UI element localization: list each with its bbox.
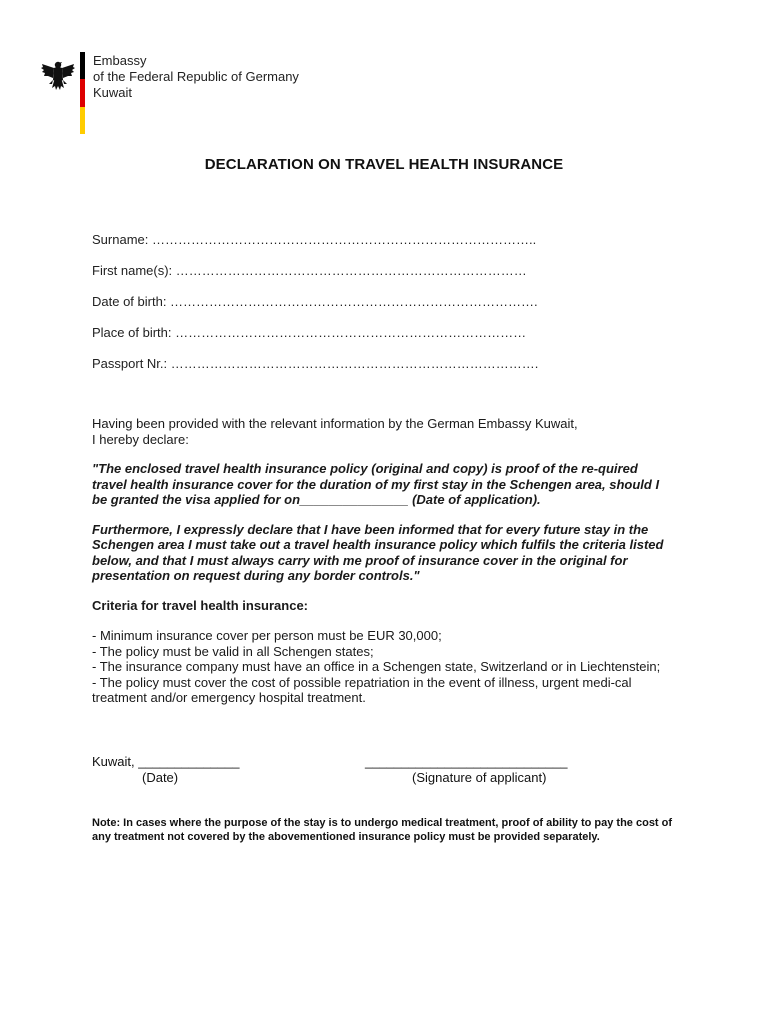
embassy-name	[93, 53, 299, 101]
applicant-fields	[92, 232, 538, 387]
criteria-item: - Minimum insurance cover per person must be EUR 30,000;	[92, 628, 442, 643]
embassy-line: Kuwait	[93, 85, 133, 100]
intro-line: I hereby declare:	[92, 431, 189, 447]
note-paragraph: Note: In cases where the purpose of the stay is to undergo medical treatment, proof of ability to pay the cost of any treatment not covered by the abovementioned insurance policy must be provided separately.	[92, 817, 673, 843]
intro-paragraph	[92, 416, 676, 447]
date-of-birth-field[interactable]: Date of birth: ………………………………………………………………………….	[92, 294, 538, 309]
criteria-heading: Criteria for travel health insurance:	[92, 597, 309, 613]
embassy-line: of the Federal Republic of Germany	[93, 69, 299, 84]
signature-label: (Signature of applicant)	[412, 770, 547, 785]
german-flag-bar	[80, 52, 85, 134]
first-name-field[interactable]: First name(s): ………………………………………………………………………	[92, 263, 527, 278]
embassy-line: Embassy	[93, 53, 147, 68]
signature-field[interactable]: ____________________________	[365, 754, 568, 769]
criteria-item: - The policy must be valid in all Schengen states;	[92, 643, 374, 659]
intro-line: Having been provided with the relevant information by the German Embassy Kuwait,	[92, 416, 578, 431]
flag-red-stripe	[80, 79, 85, 107]
date-label: (Date)	[142, 770, 179, 785]
declaration-body	[92, 416, 676, 706]
criteria-list	[92, 628, 676, 706]
criteria-item: - The policy must cover the cost of possible repatriation in the event of illness, urgent medi-cal treatment and/or emergency hospital treatment.	[92, 674, 632, 705]
flag-black-stripe	[80, 52, 85, 79]
signature-block	[92, 754, 612, 788]
criteria-item: - The insurance company must have an office in a Schengen state, Switzerland or in Liechtenstein;	[92, 659, 661, 674]
flag-gold-stripe	[80, 107, 85, 134]
federal-eagle-icon	[40, 58, 76, 92]
surname-field[interactable]: Surname: ……………………………………………………………………………..	[92, 232, 537, 247]
place-date-field[interactable]: Kuwait, ______________	[92, 754, 240, 769]
place-of-birth-field[interactable]: Place of birth: ………………………………………………………………………	[92, 325, 527, 340]
declaration-paragraph-1: "The enclosed travel health insurance policy (original and copy) is proof of the re-quired travel health insurance cover for the duration of my first stay in the Schengen area, should I be granted the visa applied for on_______________ (Date of application).	[92, 461, 660, 507]
document-title: DECLARATION ON TRAVEL HEALTH INSURANCE	[204, 156, 564, 173]
declaration-paragraph-2: Furthermore, I expressly declare that I have been informed that for every future stay in the Schengen area I must take out a travel health insurance policy which fulfils the criteria listed below, and that I must always carry with me proof of insurance cover in the original for presentation on request during any border controls."	[92, 521, 664, 583]
passport-number-field[interactable]: Passport Nr.: ………………………………………………………………………….	[92, 356, 539, 371]
